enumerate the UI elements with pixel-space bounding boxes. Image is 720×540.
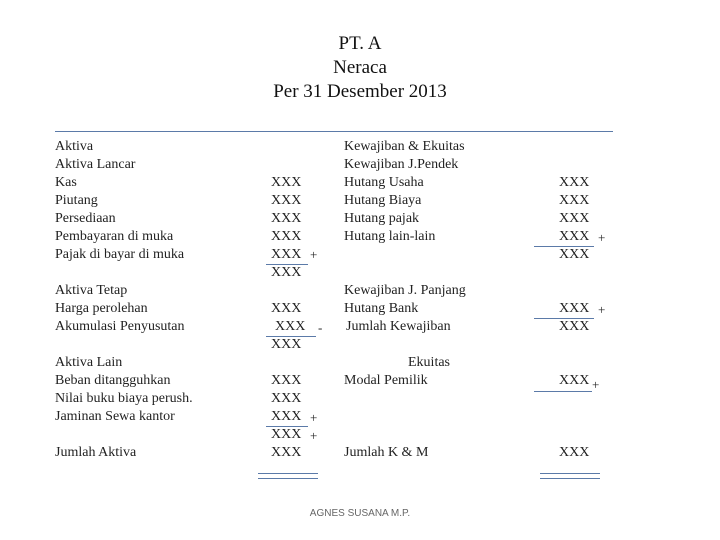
report-period: Per 31 Desember 2013 [273, 81, 447, 102]
total-aktiva-amount: XXX [271, 445, 302, 460]
total-km-amount: XXX [559, 445, 590, 460]
amount: XXX [275, 319, 306, 334]
header-divider [55, 131, 613, 132]
amount: XXX [271, 373, 302, 388]
double-underline [258, 473, 318, 474]
kewajiban-panjang-heading: Kewajiban J. Panjang [344, 283, 466, 298]
jumlah-km-label: Jumlah K & M [344, 445, 429, 460]
amount: XXX [271, 229, 302, 244]
amount: XXX [559, 229, 590, 244]
kewajiban-pendek-item: Hutang pajak [344, 211, 420, 226]
aktiva-lancar-item: Pajak di bayar di muka [55, 247, 185, 262]
aktiva-tetap-item: Harga perolehan [55, 301, 148, 316]
aktiva-lancar-item: Kas [55, 175, 77, 190]
amount: XXX [271, 193, 302, 208]
aktiva-lancar-item: Persediaan [55, 211, 116, 226]
aktiva-lain-item: Beban ditangguhkan [55, 373, 171, 388]
amount: XXX [271, 247, 302, 262]
amount: XXX [559, 211, 590, 226]
amount: XXX [271, 301, 302, 316]
minus-sign: - [318, 320, 323, 335]
sum-line [534, 391, 592, 392]
double-underline [540, 478, 600, 479]
amount: XXX [271, 409, 302, 424]
plus-sign: + [598, 302, 606, 317]
amount: XXX [271, 391, 302, 406]
aktiva-lain-heading: Aktiva Lain [55, 355, 123, 370]
kewajiban-panjang-item: Hutang Bank [344, 301, 419, 316]
plus-sign: + [310, 247, 318, 262]
plus-sign: + [310, 428, 318, 443]
jumlah-kewajiban-label: Jumlah Kewajiban [346, 319, 451, 334]
kewajiban-pendek-item: Hutang lain-lain [344, 229, 436, 244]
aktiva-tetap-heading: Aktiva Tetap [55, 283, 128, 298]
pasiva-heading: Kewajiban & Ekuitas [344, 139, 465, 154]
double-underline [540, 473, 600, 474]
subtotal-amount: XXX [559, 247, 590, 262]
aktiva-tetap-item: Akumulasi Penyusutan [55, 319, 185, 334]
aktiva-lain-item: Nilai buku biaya perush. [55, 391, 193, 406]
amount: XXX [559, 193, 590, 208]
ekuitas-heading: Ekuitas [408, 355, 450, 370]
footer-author: AGNES SUSANA M.P. [309, 508, 411, 519]
double-underline [258, 478, 318, 479]
plus-sign: + [310, 410, 318, 425]
kewajiban-pendek-heading: Kewajiban J.Pendek [344, 157, 459, 172]
amount: XXX [559, 301, 590, 316]
amount: XXX [559, 373, 590, 388]
aktiva-lancar-item: Piutang [55, 193, 98, 208]
company-name: PT. A [338, 33, 382, 54]
amount: XXX [271, 211, 302, 226]
aktiva-lain-item: Jaminan Sewa kantor [55, 409, 175, 424]
ekuitas-item: Modal Pemilik [344, 373, 428, 388]
subtotal-amount: XXX [271, 337, 302, 352]
kewajiban-pendek-item: Hutang Usaha [344, 175, 424, 190]
report-title: Neraca [333, 57, 387, 78]
plus-sign: + [592, 377, 600, 392]
aktiva-lancar-item: Pembayaran di muka [55, 229, 174, 244]
aktiva-heading: Aktiva [55, 139, 94, 154]
amount: XXX [271, 175, 302, 190]
plus-sign: + [598, 230, 606, 245]
subtotal-amount: XXX [271, 427, 302, 442]
jumlah-aktiva-label: Jumlah Aktiva [55, 445, 137, 460]
amount: XXX [559, 175, 590, 190]
kewajiban-pendek-item: Hutang Biaya [344, 193, 422, 208]
subtotal-amount: XXX [271, 265, 302, 280]
aktiva-lancar-heading: Aktiva Lancar [55, 157, 136, 172]
subtotal-amount: XXX [559, 319, 590, 334]
